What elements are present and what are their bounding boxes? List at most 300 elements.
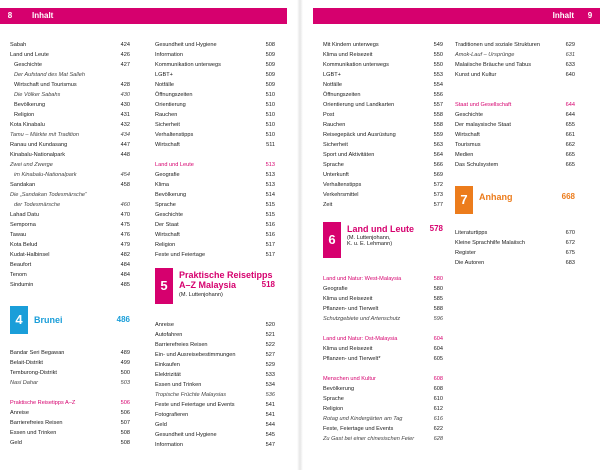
toc-entry-page: 541 (265, 412, 275, 418)
toc-entry[interactable] (155, 230, 275, 240)
toc-entry[interactable] (323, 414, 443, 424)
toc-entry-title: Religion (155, 242, 176, 248)
toc-entry[interactable] (455, 150, 575, 160)
toc-entry[interactable] (455, 120, 575, 130)
toc-entry-title: Feste und Feiertage (155, 252, 206, 258)
toc-entry[interactable] (10, 160, 130, 170)
toc-entry-page: 430 (120, 102, 130, 108)
toc-entry[interactable] (10, 70, 130, 80)
toc-entry-title: Post (323, 112, 335, 118)
toc-entry-title: Information (155, 52, 183, 58)
toc-group (10, 40, 130, 290)
toc-entry[interactable] (455, 50, 575, 60)
toc-entry-title: Semporna (10, 222, 36, 228)
toc-entry[interactable] (323, 120, 443, 130)
toc-group (10, 348, 130, 388)
left-page-header (0, 8, 287, 24)
toc-entry-page: 661 (565, 132, 575, 138)
toc-entry-title: Lahad Datu (10, 212, 39, 218)
toc-entry-title: Rauchen (155, 112, 178, 118)
toc-entry-page: 662 (565, 142, 575, 148)
toc-entry-title: Geografie (155, 172, 180, 178)
toc-entry[interactable] (10, 428, 130, 438)
toc-entry[interactable] (155, 330, 275, 340)
toc-entry-page: 508 (120, 440, 130, 446)
toc-entry-page: 509 (265, 52, 275, 58)
toc-entry-title: Essen und Trinken (155, 382, 202, 388)
toc-entry[interactable] (323, 284, 443, 294)
toc-entry[interactable] (323, 160, 443, 170)
toc-entry[interactable] (323, 384, 443, 394)
toc-entry[interactable] (10, 190, 130, 200)
toc-entry-title: Wirtschaft (155, 142, 180, 148)
chapter-author: (M. Luttenjohann) (179, 292, 223, 298)
toc-entry-page: 517 (265, 252, 275, 258)
toc-entry[interactable] (155, 340, 275, 350)
toc-entry-title: im Kinabalu-Nationalpark (14, 172, 77, 178)
toc-entry[interactable] (10, 270, 130, 280)
toc-entry-title: Zeit (323, 202, 333, 208)
toc-entry[interactable] (10, 438, 130, 448)
toc-entry[interactable] (323, 200, 443, 210)
toc-entry-page: 683 (565, 260, 575, 266)
toc-entry-page: 510 (265, 92, 275, 98)
toc-entry[interactable] (323, 50, 443, 60)
toc-entry[interactable] (323, 404, 443, 414)
toc-entry[interactable] (323, 170, 443, 180)
toc-entry-page: 489 (120, 350, 130, 356)
toc-group (155, 320, 275, 450)
toc-entry-page: 563 (433, 142, 443, 148)
toc-entry-page: 510 (265, 112, 275, 118)
toc-entry-page: 665 (565, 162, 575, 168)
toc-entry[interactable] (323, 40, 443, 50)
toc-column-1 (10, 40, 130, 448)
toc-entry-title: Klima und Reisezeit (323, 346, 373, 352)
toc-section-heading[interactable] (155, 160, 275, 170)
toc-entry-page: 513 (265, 162, 275, 168)
toc-entry-page: 521 (265, 332, 275, 338)
toc-entry-page: 484 (120, 262, 130, 268)
toc-section-heading[interactable] (323, 374, 443, 384)
toc-group (323, 334, 443, 364)
toc-group (323, 40, 443, 210)
toc-entry[interactable] (155, 420, 275, 430)
toc-entry[interactable] (155, 250, 275, 260)
toc-entry[interactable] (323, 190, 443, 200)
chapter-7-entry[interactable] (455, 186, 575, 216)
toc-entry[interactable] (10, 418, 130, 428)
toc-entry-title: Land und Leute (10, 52, 49, 58)
toc-section-heading[interactable] (10, 398, 130, 408)
toc-entry-title: Sabah (10, 42, 27, 48)
toc-entry-title: Sprache (323, 396, 344, 402)
toc-entry-title: Bevölkerung (323, 386, 355, 392)
toc-entry-page: 655 (565, 122, 575, 128)
chapter-page: 486 (116, 315, 130, 324)
toc-entry[interactable] (323, 130, 443, 140)
toc-entry-title: Kudat-Halbinsel (10, 252, 50, 258)
book-gutter (297, 0, 303, 470)
toc-entry[interactable] (10, 250, 130, 260)
toc-entry[interactable] (155, 60, 275, 70)
toc-entry[interactable] (10, 408, 130, 418)
toc-entry[interactable] (155, 440, 275, 450)
toc-group (323, 274, 443, 324)
toc-entry[interactable] (155, 90, 275, 100)
toc-entry[interactable] (323, 60, 443, 70)
toc-entry[interactable] (10, 280, 130, 290)
toc-entry-title: Unterkunft (323, 172, 349, 178)
toc-entry-title: Tourismus (455, 142, 481, 148)
toc-entry[interactable] (155, 170, 275, 180)
toc-entry-page: 516 (265, 232, 275, 238)
toc-entry[interactable] (155, 350, 275, 360)
toc-entry-title: Verkehrsmittel (323, 192, 359, 198)
toc-entry[interactable] (323, 140, 443, 150)
toc-entry-page: 510 (265, 102, 275, 108)
toc-entry-title: Sprache (155, 202, 176, 208)
toc-entry-page: 506 (120, 410, 130, 416)
toc-entry-title: Sindumin (10, 282, 34, 288)
toc-entry-page: 485 (120, 282, 130, 288)
toc-entry-title: Essen und Trinken (10, 430, 57, 436)
toc-entry[interactable] (10, 230, 130, 240)
toc-entry-page: 514 (265, 192, 275, 198)
toc-entry-page: 508 (120, 430, 130, 436)
toc-entry[interactable] (455, 130, 575, 140)
toc-entry[interactable] (323, 314, 443, 324)
toc-entry-page: 426 (120, 52, 130, 58)
toc-entry[interactable] (455, 60, 575, 70)
toc-entry-title: Gesundheit und Hygiene (155, 42, 217, 48)
toc-entry-page: 549 (433, 42, 443, 48)
toc-group (323, 374, 443, 444)
toc-entry-title: Öffnungszeiten (155, 92, 193, 98)
toc-entry-title: Mit Kindern unterwegs (323, 42, 379, 48)
toc-entry-page: 550 (433, 62, 443, 68)
toc-entry-title: Bevölkerung (14, 102, 46, 108)
toc-entry[interactable] (323, 90, 443, 100)
toc-entry[interactable] (155, 320, 275, 330)
toc-entry-title: Zu Gast bei einer chinesischen Feier (323, 436, 415, 442)
toc-entry-page: 434 (120, 132, 130, 138)
right-page-header (313, 8, 600, 24)
toc-entry[interactable] (10, 120, 130, 130)
toc-entry-page: 616 (433, 416, 443, 422)
toc-entry[interactable] (10, 220, 130, 230)
toc-entry-title: Staat und Gesellschaft (455, 102, 512, 108)
toc-entry-page: 556 (433, 92, 443, 98)
toc-entry[interactable] (323, 394, 443, 404)
toc-entry[interactable] (10, 150, 130, 160)
toc-entry[interactable] (10, 200, 130, 210)
toc-entry[interactable] (155, 400, 275, 410)
toc-entry-page: 509 (265, 62, 275, 68)
toc-entry-page: 475 (120, 222, 130, 228)
toc-section-heading[interactable] (323, 334, 443, 344)
toc-entry[interactable] (323, 180, 443, 190)
toc-entry-page: 569 (433, 172, 443, 178)
toc-group (455, 100, 575, 170)
toc-entry-title: Orientierung (155, 102, 186, 108)
toc-entry-page: 585 (433, 296, 443, 302)
toc-entry-page: 559 (433, 132, 443, 138)
toc-entry-page: 550 (433, 52, 443, 58)
toc-entry-page: 541 (265, 402, 275, 408)
toc-entry-page: 510 (265, 132, 275, 138)
toc-entry-title: Geschichte (155, 212, 183, 218)
toc-entry-page: 553 (433, 72, 443, 78)
toc-entry-title: Die „Sandakan Todesmärsche“ (10, 192, 87, 198)
toc-entry-page: 509 (265, 72, 275, 78)
toc-entry-title: Kleine Sprachhilfe Malaiisch (455, 240, 525, 246)
toc-entry[interactable] (10, 170, 130, 180)
toc-entry-page: 580 (433, 276, 443, 282)
toc-entry-page: 516 (265, 222, 275, 228)
toc-entry[interactable] (10, 100, 130, 110)
toc-entry[interactable] (155, 220, 275, 230)
toc-entry-page: 479 (120, 242, 130, 248)
toc-entry[interactable] (323, 150, 443, 160)
toc-entry[interactable] (455, 140, 575, 150)
toc-entry-title: Barrierefreies Reisen (155, 342, 208, 348)
toc-entry-title: Geld (10, 440, 22, 446)
toc-entry[interactable] (455, 238, 575, 248)
toc-entry-title: Land und Natur: West-Malaysia (323, 276, 402, 282)
toc-entry[interactable] (455, 248, 575, 258)
toc-entry[interactable] (323, 294, 443, 304)
toc-entry-title: Notfälle (323, 82, 342, 88)
toc-entry[interactable] (10, 50, 130, 60)
toc-entry-title: Der Aufstand des Mat Salleh (14, 72, 85, 78)
toc-entry-title: Geschichte (455, 112, 483, 118)
toc-entry-page: 513 (265, 172, 275, 178)
toc-entry-page: 577 (433, 202, 443, 208)
toc-entry-page: 522 (265, 342, 275, 348)
toc-entry[interactable] (155, 410, 275, 420)
toc-entry-title: Religion (323, 406, 344, 412)
toc-entry[interactable] (10, 140, 130, 150)
toc-entry-title: Barrierefreies Reisen (10, 420, 63, 426)
toc-entry-title: Menschen und Kultur (323, 376, 376, 382)
toc-entry[interactable] (455, 160, 575, 170)
toc-entry[interactable] (10, 110, 130, 120)
toc-entry[interactable] (323, 344, 443, 354)
toc-entry-page: 558 (433, 122, 443, 128)
toc-entry-page: 508 (265, 42, 275, 48)
toc-entry[interactable] (155, 140, 275, 150)
toc-entry-title: Sandakan (10, 182, 36, 188)
toc-entry-page: 517 (265, 242, 275, 248)
toc-entry-page: 605 (433, 356, 443, 362)
toc-entry[interactable] (323, 80, 443, 90)
toc-entry-page: 432 (120, 122, 130, 128)
toc-entry-page: 558 (433, 112, 443, 118)
toc-entry-title: Religion (14, 112, 35, 118)
toc-entry-title: Orientierung und Landkarten (323, 102, 395, 108)
toc-entry-title: Wirtschaft (455, 132, 480, 138)
toc-entry-page: 665 (565, 152, 575, 158)
toc-entry-page: 460 (120, 202, 130, 208)
toc-section-heading[interactable] (455, 100, 575, 110)
toc-entry-title: Die Autoren (455, 260, 485, 266)
toc-entry-page: 544 (265, 422, 275, 428)
toc-group (155, 40, 275, 150)
toc-entry-page: 672 (565, 240, 575, 246)
toc-entry[interactable] (10, 90, 130, 100)
toc-entry-title: Das Schulsystem (455, 162, 499, 168)
toc-entry[interactable] (10, 260, 130, 270)
toc-entry[interactable] (155, 430, 275, 440)
toc-entry[interactable] (10, 60, 130, 70)
chapter-title (179, 270, 273, 290)
toc-entry-title: Tenom (10, 272, 27, 278)
toc-entry-title: Literaturtipps (455, 230, 488, 236)
toc-entry[interactable] (155, 70, 275, 80)
toc-entry-title: Feste und Feiertage und Events (155, 402, 235, 408)
toc-entry-title: Land und Natur: Ost-Malaysia (323, 336, 398, 342)
toc-entry-title: Verhaltenstipps (155, 132, 194, 138)
toc-entry[interactable] (323, 100, 443, 110)
toc-entry-page: 573 (433, 192, 443, 198)
toc-entry-page: 454 (120, 172, 130, 178)
toc-entry-title: Fotografieren (155, 412, 189, 418)
chapter-6-entry[interactable] (323, 222, 443, 262)
toc-entry-title: Kinabalu-Nationalpark (10, 152, 66, 158)
toc-entry-page: 675 (565, 250, 575, 256)
toc-entry-title: Geld (155, 422, 167, 428)
toc-entry[interactable] (155, 100, 275, 110)
chapter-title: Anhang (479, 192, 513, 202)
toc-entry[interactable] (155, 240, 275, 250)
toc-entry[interactable] (323, 304, 443, 314)
toc-entry[interactable] (155, 40, 275, 50)
toc-entry[interactable] (155, 190, 275, 200)
toc-entry-title: Medien (455, 152, 474, 158)
toc-entry-title: Rauchen (323, 122, 346, 128)
toc-entry[interactable] (155, 120, 275, 130)
toc-entry[interactable] (323, 354, 443, 364)
toc-entry-title: Pflanzen- und Tierwelt* (323, 356, 381, 362)
toc-entry[interactable] (10, 240, 130, 250)
toc-entry[interactable] (155, 110, 275, 120)
toc-entry-page: 529 (265, 362, 275, 368)
toc-entry-page: 557 (433, 102, 443, 108)
chapter-4-entry[interactable] (10, 306, 130, 336)
toc-entry-title: Tamu – Märkte mit Tradition (10, 132, 80, 138)
toc-entry[interactable] (155, 390, 275, 400)
toc-entry[interactable] (323, 434, 443, 444)
toc-entry[interactable] (155, 50, 275, 60)
toc-entry[interactable] (323, 110, 443, 120)
toc-entry[interactable] (155, 370, 275, 380)
chapter-number: 6 (323, 222, 341, 258)
chapter-title-line-2: A–Z Malaysia (179, 280, 237, 290)
toc-entry-title: Praktische Reisetipps A–Z (10, 400, 76, 406)
toc-entry-title: Temburong-Distrikt (10, 370, 57, 376)
toc-entry-title: Kommunikation unterwegs (323, 62, 389, 68)
toc-entry[interactable] (10, 180, 130, 190)
toc-entry[interactable] (155, 180, 275, 190)
chapter-5-entry[interactable] (155, 268, 275, 308)
toc-entry-title: Traditionen und soziale Strukturen (455, 42, 540, 48)
toc-entry[interactable] (455, 228, 575, 238)
toc-entry-title: Land und Leute (155, 162, 194, 168)
toc-entry[interactable] (155, 130, 275, 140)
toc-entry[interactable] (10, 358, 130, 368)
toc-entry[interactable] (455, 110, 575, 120)
toc-entry[interactable] (155, 80, 275, 90)
toc-entry[interactable] (155, 210, 275, 220)
chapter-page: 518 (261, 280, 275, 289)
toc-entry[interactable] (10, 40, 130, 50)
chapter-title-line-1: Praktische Reisetipps (179, 270, 273, 280)
toc-entry[interactable] (10, 210, 130, 220)
toc-entry-page: 533 (265, 372, 275, 378)
toc-column-4 (455, 40, 575, 268)
toc-entry-title: Amok-Lauf – Ursprünge (455, 52, 515, 58)
toc-entry-title: Anreise (155, 322, 174, 328)
toc-entry-page: 628 (433, 436, 443, 442)
toc-entry[interactable] (323, 424, 443, 434)
toc-entry-page: 566 (433, 162, 443, 168)
toc-section-heading[interactable] (323, 274, 443, 284)
toc-entry[interactable] (455, 258, 575, 268)
toc-entry-title: Information (155, 442, 183, 448)
toc-entry-title: Bevölkerung (155, 192, 187, 198)
toc-entry[interactable] (455, 70, 575, 80)
toc-entry-title: Gesundheit und Hygiene (155, 432, 217, 438)
toc-entry-page: 610 (433, 396, 443, 402)
toc-entry-title: Sicherheit (323, 142, 348, 148)
toc-entry-title: Kunst und Kultur (455, 72, 497, 78)
toc-entry-page: 608 (433, 386, 443, 392)
toc-entry-page: 430 (120, 92, 130, 98)
toc-entry[interactable] (155, 360, 275, 370)
toc-entry[interactable] (10, 378, 130, 388)
toc-entry-title: Geschichte (14, 62, 42, 68)
toc-entry-title: Ranau und Kundasang (10, 142, 68, 148)
toc-entry[interactable] (10, 130, 130, 140)
toc-entry-page: 510 (265, 122, 275, 128)
toc-entry-page: 580 (433, 286, 443, 292)
chapter-title: Land und Leute (347, 224, 414, 234)
toc-entry[interactable] (155, 200, 275, 210)
toc-entry-page: 427 (120, 62, 130, 68)
toc-entry-page: 511 (266, 142, 275, 148)
toc-entry[interactable] (455, 40, 575, 50)
toc-entry-title: LGBT+ (323, 72, 341, 78)
toc-column-3 (323, 40, 443, 444)
toc-entry[interactable] (10, 80, 130, 90)
toc-entry[interactable] (323, 70, 443, 80)
toc-entry-title: Bandar Seri Begawan (10, 350, 65, 356)
toc-entry-page: 509 (265, 82, 275, 88)
toc-entry-title: Register (455, 250, 476, 256)
toc-entry-page: 612 (433, 406, 443, 412)
toc-entry-page: 640 (565, 72, 575, 78)
toc-entry-title: Kota Belud (10, 242, 38, 248)
toc-entry[interactable] (155, 380, 275, 390)
toc-entry-page: 622 (433, 426, 443, 432)
toc-entry[interactable] (10, 368, 130, 378)
toc-entry-title: LGBT+ (155, 72, 173, 78)
toc-entry[interactable] (10, 348, 130, 358)
toc-entry-page: 534 (265, 382, 275, 388)
toc-entry-page: 670 (565, 230, 575, 236)
toc-entry-page: 503 (120, 380, 130, 386)
